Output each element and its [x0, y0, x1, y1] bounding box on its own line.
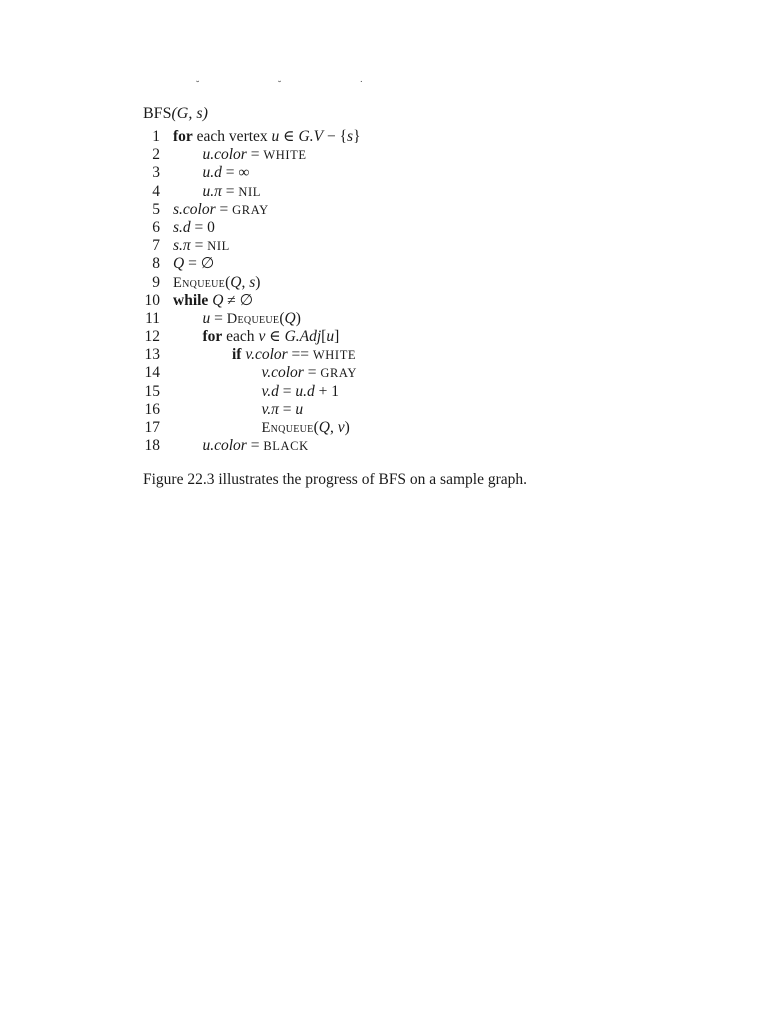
page-top-marks: ˘ ˘ ˙: [196, 80, 401, 91]
code-line: [140, 255, 560, 273]
code-token: WHITE: [263, 148, 307, 163]
code-token: }: [353, 128, 361, 145]
code-token: each: [222, 328, 259, 346]
code-token: =: [246, 437, 264, 455]
code-token: NIL: [238, 184, 262, 199]
code-statement: [203, 146, 307, 164]
code-token: ,: [241, 273, 250, 291]
code-token: WHITE: [312, 348, 357, 363]
code-token: ∈: [279, 128, 299, 145]
code-statement: [203, 310, 301, 328]
code-token: G.V: [298, 128, 324, 145]
line-number: 12: [144, 328, 160, 346]
line-number: 14: [144, 364, 160, 382]
code-line: [140, 292, 560, 310]
code-token: ): [344, 419, 350, 436]
code-token: if: [232, 346, 242, 364]
code-token: Q: [318, 419, 330, 436]
code-token: s.d: [173, 218, 191, 236]
code-token: s: [249, 273, 256, 291]
code-token: s: [347, 128, 354, 145]
code-token: =: [215, 200, 233, 218]
code-token: s.π: [173, 237, 191, 255]
code-token: s.color: [173, 200, 216, 218]
code-token: while: [173, 291, 209, 309]
line-number: 5: [152, 200, 160, 218]
code-token: Q: [212, 291, 224, 309]
algorithm-params: (G, s): [171, 105, 208, 122]
code-token: = ∞: [221, 164, 250, 182]
code-line: [140, 310, 560, 328]
code-statement: [262, 401, 304, 419]
line-number: 11: [145, 309, 160, 327]
code-token: u.d: [295, 382, 315, 400]
code-token: Dequeue: [226, 310, 280, 327]
code-token: = ∅: [184, 255, 215, 273]
code-token: ==: [287, 346, 313, 364]
code-line: [140, 346, 560, 364]
code-token: ∈: [265, 328, 285, 346]
code-token: G.Adj: [284, 328, 322, 346]
code-token: Q: [230, 273, 242, 291]
code-line: [140, 364, 560, 382]
code-statement: [203, 183, 262, 201]
code-token: v.π: [261, 400, 279, 418]
code-token: u.color: [202, 437, 247, 455]
code-token: u.d: [202, 164, 222, 182]
code-token: v.d: [261, 382, 279, 400]
code-token: GRAY: [320, 366, 357, 381]
code-statement: [262, 364, 358, 382]
code-token: u: [326, 328, 335, 346]
code-token: each vertex: [192, 128, 272, 145]
algorithm-title: [143, 104, 208, 124]
code-statement: [262, 383, 339, 401]
code-token: v: [337, 419, 345, 436]
code-token: u.color: [202, 146, 247, 164]
code-token: [: [321, 328, 327, 346]
code-token: u: [202, 309, 211, 327]
line-number: 8: [152, 255, 160, 273]
code-token: u: [295, 400, 304, 418]
line-number: 17: [144, 419, 160, 436]
code-line: [140, 146, 560, 164]
code-statement: [173, 255, 214, 273]
line-number: 7: [152, 237, 160, 255]
code-statement: [203, 437, 309, 455]
code-token: ): [255, 273, 261, 291]
figure-caption: Figure 22.3 illustrates the progress of BFS on a sample graph.: [143, 471, 528, 488]
code-token: v: [258, 328, 266, 346]
code-token: = 0: [190, 218, 215, 236]
line-number: 1: [152, 128, 160, 145]
code-token: Enqueue: [173, 274, 226, 291]
code-statement: [203, 328, 340, 346]
code-token: ,: [329, 419, 338, 436]
algorithm-name: BFS: [143, 105, 172, 122]
code-token: v.color: [245, 346, 288, 364]
line-number: 3: [152, 164, 160, 182]
code-line: [140, 128, 560, 146]
code-token: Q: [173, 255, 185, 273]
code-line: [140, 419, 560, 437]
line-number: 13: [144, 346, 160, 364]
code-line: [140, 437, 560, 455]
code-line: [140, 383, 560, 401]
code-token: =: [190, 237, 208, 255]
code-token: − {: [323, 128, 348, 145]
code-token: NIL: [207, 239, 230, 254]
line-number: 15: [144, 382, 160, 400]
code-statement: [262, 419, 350, 437]
code-token: Q: [284, 309, 296, 327]
code-token: (: [279, 309, 285, 327]
code-token: =: [221, 182, 239, 200]
line-number: 18: [144, 437, 160, 455]
code-token: =: [210, 309, 227, 327]
code-statement: [173, 201, 269, 219]
code-token: + 1: [314, 382, 339, 400]
code-token: v.color: [261, 364, 304, 382]
code-token: ): [295, 309, 301, 327]
line-number: 9: [152, 273, 160, 291]
code-line: [140, 201, 560, 219]
code-token: u: [271, 128, 280, 145]
code-token: ]: [334, 328, 340, 346]
code-line: [140, 328, 560, 346]
code-statement: [232, 346, 356, 364]
code-line: [140, 401, 560, 419]
code-token: =: [278, 382, 296, 400]
line-number: 2: [152, 146, 160, 164]
code-token: Enqueue: [261, 420, 314, 436]
line-number: 6: [152, 218, 160, 236]
code-token: for: [173, 128, 193, 145]
code-token: for: [202, 328, 223, 346]
code-token: =: [246, 146, 264, 164]
code-token: (: [313, 419, 319, 436]
line-number: 4: [152, 182, 160, 200]
code-statement: [173, 274, 260, 292]
code-statement: [173, 128, 361, 146]
pseudocode-block: [140, 128, 560, 455]
code-line: [140, 164, 560, 182]
code-token: =: [278, 400, 296, 418]
line-number: 10: [144, 291, 160, 309]
code-token: ≠ ∅: [223, 291, 254, 309]
code-token: GRAY: [232, 202, 269, 217]
code-line: [140, 237, 560, 255]
code-token: BLACK: [263, 439, 309, 454]
code-line: [140, 219, 560, 237]
code-statement: [173, 237, 230, 255]
code-statement: [203, 164, 250, 182]
code-token: =: [303, 364, 321, 382]
line-number: 16: [144, 400, 160, 418]
code-line: [140, 183, 560, 201]
code-token: u.π: [202, 182, 222, 200]
code-line: [140, 274, 560, 292]
code-token: (: [225, 273, 231, 291]
code-statement: [173, 292, 253, 310]
code-statement: [173, 219, 215, 237]
